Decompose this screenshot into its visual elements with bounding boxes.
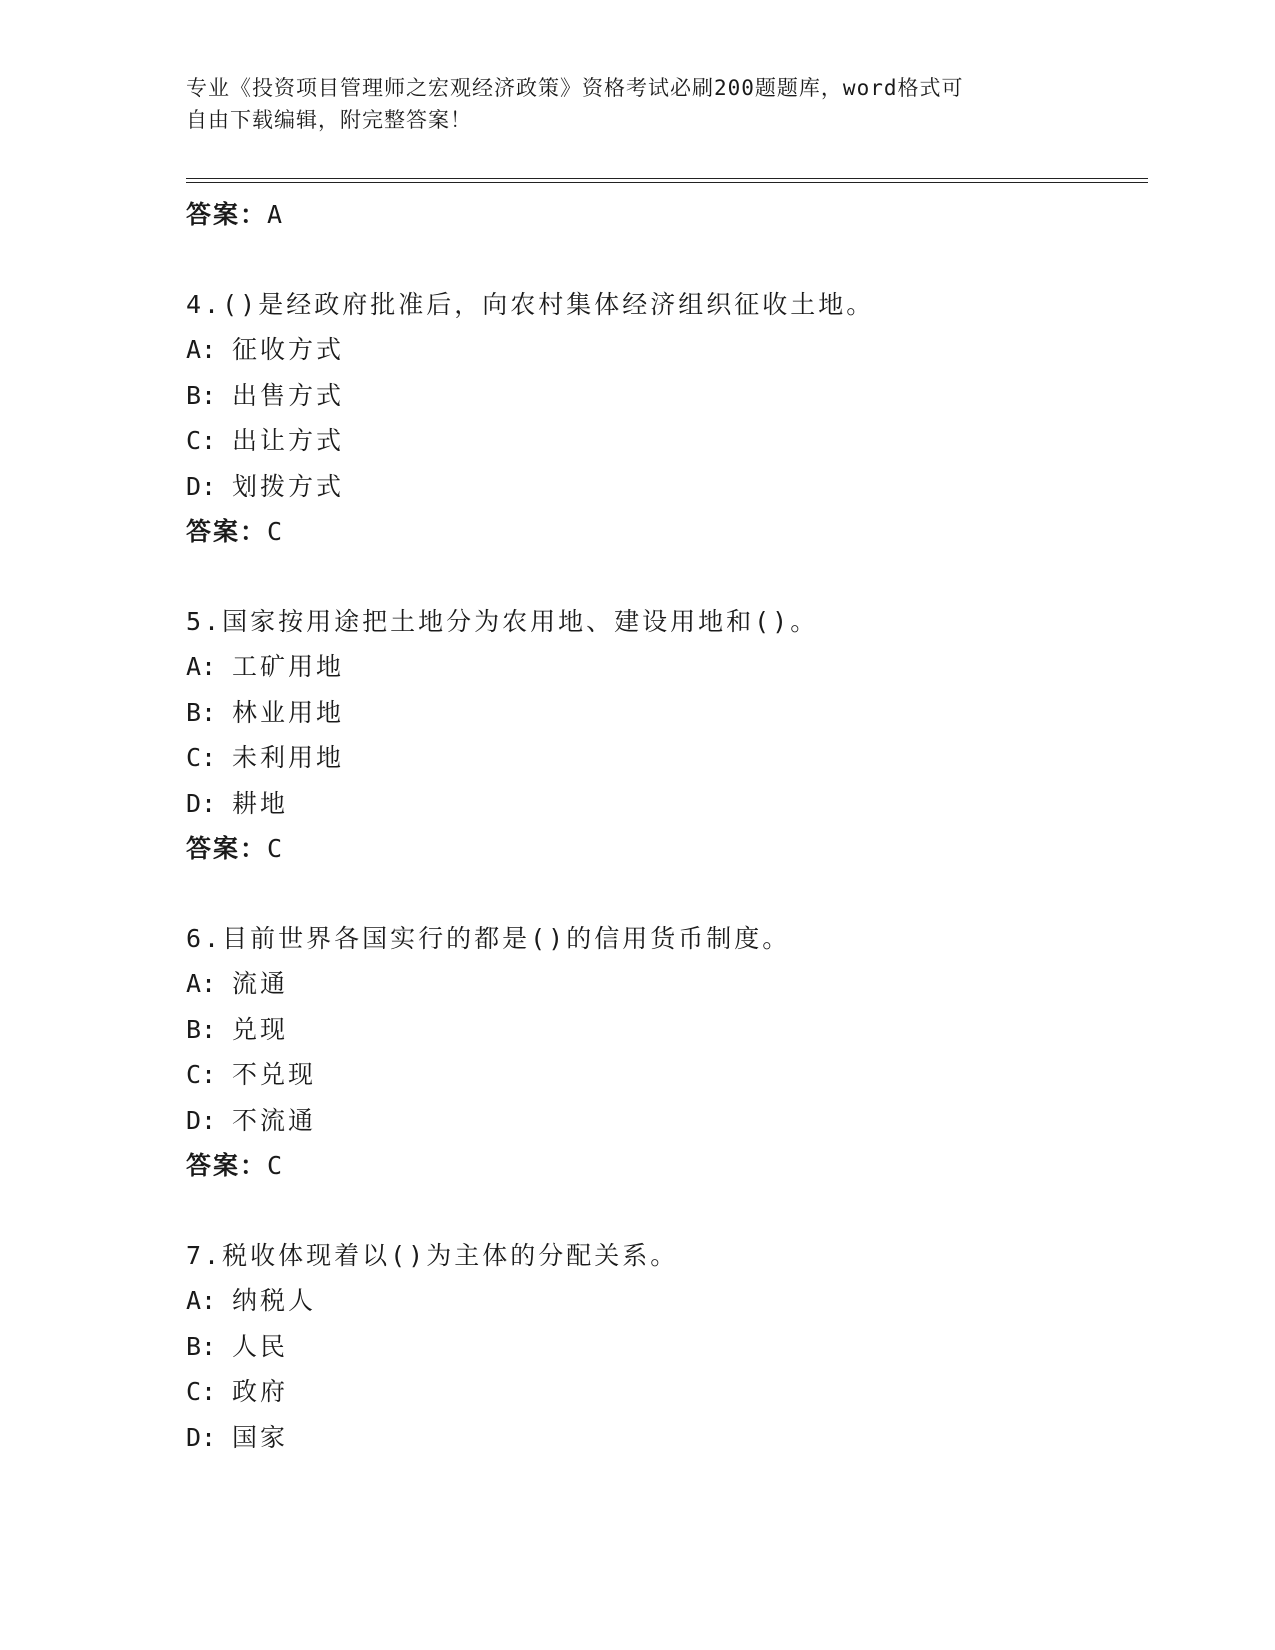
option-label: C:: [186, 743, 217, 772]
option-text: 林业用地: [232, 697, 345, 727]
option-label: C:: [186, 1060, 217, 1089]
answer-value: C: [267, 517, 285, 546]
answer-line: [186, 509, 1146, 555]
question-block: [186, 599, 1146, 872]
answer-label: 答案：: [186, 834, 268, 863]
spacer: [186, 1189, 1146, 1233]
answer-value: A: [267, 200, 285, 229]
header-title-line-2: 自由下载编辑，附完整答案！: [186, 108, 472, 132]
answer-label: 答案：: [186, 200, 268, 229]
question-stem: 6.目前世界各国实行的都是()的信用货币制度。: [186, 923, 791, 953]
option-label: A:: [186, 1286, 217, 1315]
option-label: A:: [186, 335, 217, 364]
option-label: A:: [186, 969, 217, 998]
option-text: 兑现: [232, 1014, 289, 1044]
option-text: 不流通: [232, 1105, 317, 1135]
option-a: [186, 1278, 1146, 1324]
option-text: 不兑现: [232, 1060, 317, 1089]
option-label: B:: [186, 380, 217, 410]
option-text: 国家: [232, 1422, 289, 1452]
option-label: D:: [186, 471, 217, 501]
option-text: 人民: [232, 1331, 289, 1361]
option-b: [186, 690, 1146, 736]
option-text: 纳税人: [232, 1286, 317, 1315]
option-label: D:: [186, 1105, 217, 1135]
option-a: [186, 961, 1146, 1007]
option-text: 耕地: [232, 788, 289, 818]
answer-value: C: [267, 1151, 285, 1180]
option-a: [186, 644, 1146, 690]
option-d: [186, 1415, 1146, 1461]
answer-line: [186, 1143, 1146, 1189]
option-b: [186, 1007, 1146, 1053]
answer-label: 答案：: [186, 517, 268, 546]
option-d: [186, 464, 1146, 510]
option-label: D:: [186, 1422, 217, 1452]
spacer: [186, 238, 1146, 282]
question-block: [186, 1233, 1146, 1461]
question-stem: 4.()是经政府批准后，向农村集体经济组织征收土地。: [186, 289, 875, 319]
header-divider-top: [186, 178, 1148, 179]
option-label: B:: [186, 1014, 217, 1044]
option-label: B:: [186, 697, 217, 727]
option-label: B:: [186, 1331, 217, 1361]
option-text: 出售方式: [232, 380, 345, 410]
option-a: [186, 327, 1146, 373]
answer-line: [186, 192, 1146, 238]
option-c: [186, 1052, 1146, 1098]
question-stem: 7.税收体现着以()为主体的分配关系。: [186, 1240, 679, 1270]
option-text: 未利用地: [232, 743, 345, 772]
option-d: [186, 781, 1146, 827]
option-d: [186, 1098, 1146, 1144]
header-title-line-1: 专业《投资项目管理师之宏观经济政策》资格考试必刷200题题库，word格式可: [186, 76, 964, 100]
spacer: [186, 872, 1146, 916]
option-text: 流通: [232, 969, 289, 998]
option-c: [186, 418, 1146, 464]
answer-value: C: [267, 834, 285, 863]
spacer: [186, 555, 1146, 599]
option-c: [186, 1369, 1146, 1415]
question-block: [186, 916, 1146, 1189]
answer-line: [186, 826, 1146, 872]
option-label: A:: [186, 652, 217, 681]
question-list: [186, 192, 1146, 1460]
option-b: [186, 1324, 1146, 1370]
option-text: 划拨方式: [232, 471, 345, 501]
header-divider-bottom: [186, 182, 1148, 183]
option-text: 政府: [232, 1377, 289, 1406]
option-label: C:: [186, 1377, 217, 1406]
option-label: C:: [186, 426, 217, 455]
option-b: [186, 373, 1146, 419]
option-text: 征收方式: [232, 335, 345, 364]
option-label: D:: [186, 788, 217, 818]
answer-label: 答案：: [186, 1151, 268, 1180]
option-text: 出让方式: [232, 426, 345, 455]
document-header: [186, 72, 1086, 136]
option-text: 工矿用地: [232, 652, 345, 681]
question-stem: 5.国家按用途把土地分为农用地、建设用地和()。: [186, 606, 819, 636]
option-c: [186, 735, 1146, 781]
question-block: [186, 282, 1146, 555]
